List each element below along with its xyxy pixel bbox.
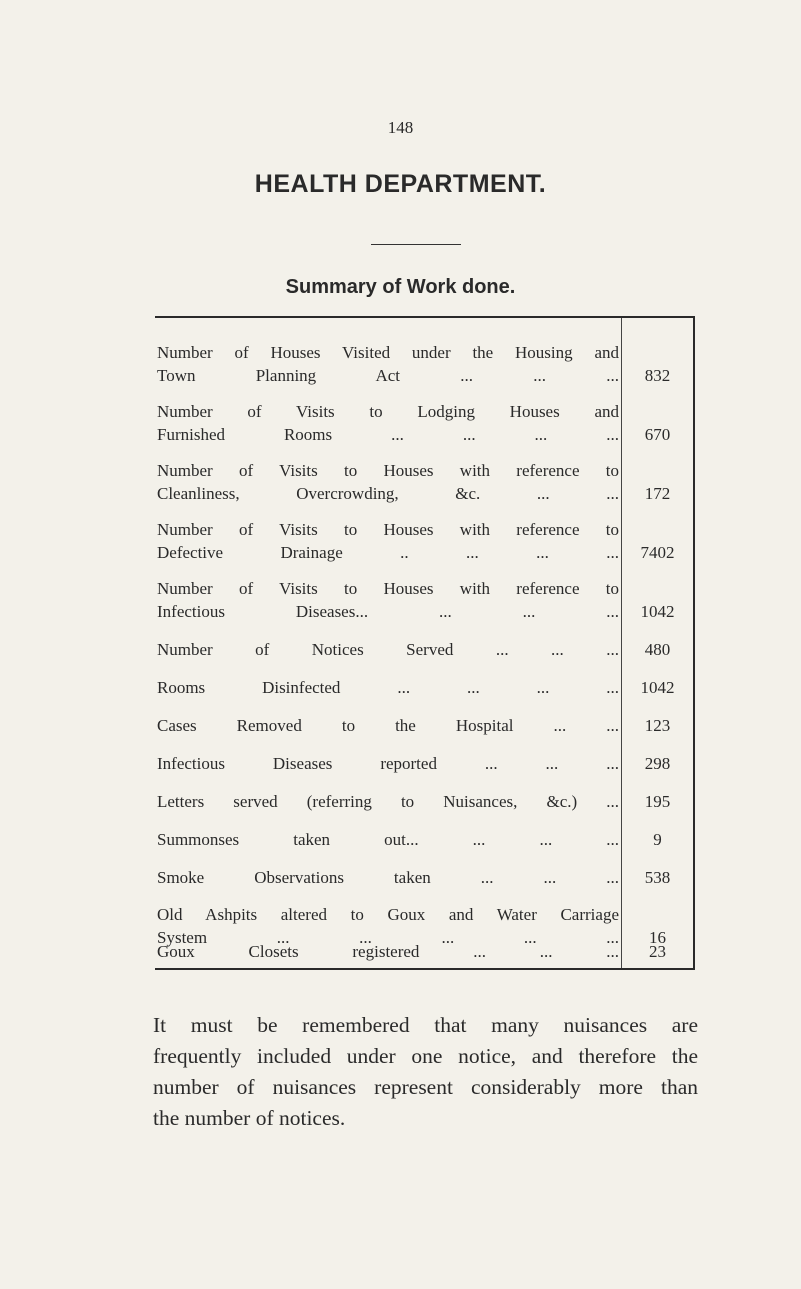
- row-value: 1042: [640, 602, 675, 621]
- label-line: Rooms Disinfected ... ... ... ...: [157, 678, 619, 697]
- label-line: Number of Houses Visited under the Housing and: [157, 343, 619, 362]
- table-row: [155, 866, 693, 889]
- row-value: 123: [644, 716, 671, 735]
- table-row: [155, 638, 693, 661]
- label-line: Town Planning Act ... ... ...: [157, 366, 619, 385]
- row-label: [157, 714, 619, 737]
- table-row: [155, 341, 693, 387]
- table-row: [155, 518, 693, 564]
- row-label: [157, 790, 619, 813]
- row-label: [157, 752, 619, 775]
- title-divider: [371, 244, 461, 245]
- row-label: [157, 459, 619, 505]
- label-line: Goux Closets registered ... ... ...: [157, 942, 619, 961]
- table-row: [155, 459, 693, 505]
- row-label: [157, 400, 619, 446]
- row-label: [157, 577, 619, 623]
- table-subtitle: Summary of Work done.: [285, 276, 516, 298]
- label-line: Number of Notices Served ... ... ...: [157, 640, 619, 659]
- label-line: Number of Visits to Lodging Houses and: [157, 402, 619, 421]
- row-label: [157, 866, 619, 889]
- label-line: Number of Visits to Houses with reference to: [157, 579, 619, 598]
- note-line: number of nuisances represent considerably more than: [153, 1075, 698, 1099]
- table-row: [155, 714, 693, 737]
- row-label: [157, 638, 619, 661]
- row-value: 480: [644, 640, 671, 659]
- table-row: [155, 676, 693, 699]
- label-line: Infectious Diseases... ... ... ...: [157, 602, 619, 621]
- row-value: 23: [649, 942, 666, 961]
- row-value: 9: [653, 830, 662, 849]
- note-line: It must be remembered that many nuisances are: [153, 1013, 698, 1037]
- table-row: [155, 577, 693, 623]
- label-line: Number of Visits to Houses with reference to: [157, 461, 619, 480]
- label-line: Letters served (referring to Nuisances, &c.) ...: [157, 792, 619, 811]
- label-line: Cases Removed to the Hospital ... ...: [157, 716, 619, 735]
- page-title: HEALTH DEPARTMENT.: [254, 170, 547, 198]
- row-value: 195: [644, 792, 671, 811]
- summary-table: [155, 316, 695, 970]
- row-label: [157, 828, 619, 851]
- label-line: Smoke Observations taken ... ... ...: [157, 868, 619, 887]
- note-line: frequently included under one notice, and therefore the: [153, 1044, 698, 1068]
- note-line: the number of notices.: [153, 1106, 346, 1130]
- label-line: Defective Drainage .. ... ... ...: [157, 543, 619, 562]
- row-label: [157, 341, 619, 387]
- row-value: 172: [644, 484, 671, 503]
- label-line: Old Ashpits altered to Goux and Water Carriage: [157, 905, 619, 924]
- page-number: 148: [387, 118, 414, 137]
- row-value: 832: [644, 366, 671, 385]
- row-value: 538: [644, 868, 671, 887]
- explanatory-note: [153, 1010, 698, 1134]
- row-label: [157, 676, 619, 699]
- label-line: System ... ... ... ... ...: [157, 928, 619, 947]
- label-line: Cleanliness, Overcrowding, &c. ... ...: [157, 484, 619, 503]
- label-line: Furnished Rooms ... ... ... ...: [157, 425, 619, 444]
- table-row: [155, 752, 693, 775]
- table-row: [155, 790, 693, 813]
- label-line: Number of Visits to Houses with reference to: [157, 520, 619, 539]
- row-value: 670: [644, 425, 671, 444]
- row-label: [157, 903, 619, 949]
- table-row: [155, 400, 693, 446]
- row-value: 16: [649, 928, 666, 947]
- row-value: 7402: [640, 543, 675, 562]
- label-line: Infectious Diseases reported ... ... ...: [157, 754, 619, 773]
- label-line: Summonses taken out... ... ... ...: [157, 830, 619, 849]
- row-value: 1042: [640, 678, 675, 697]
- row-label: [157, 518, 619, 564]
- row-value: 298: [644, 754, 671, 773]
- table-row: [155, 828, 693, 851]
- table-row: [155, 903, 693, 949]
